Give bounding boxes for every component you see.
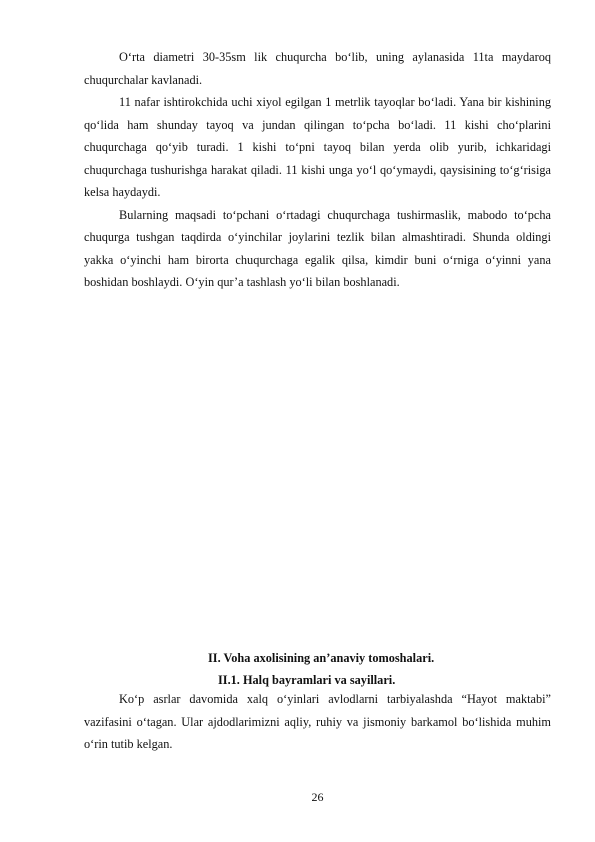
page-number: 26: [311, 790, 324, 804]
subsection-heading: II.1. Halq bayramlari va sayillari.: [218, 673, 396, 687]
body-text-bottom: [84, 688, 551, 756]
paragraph-4: Ko‘p asrlar davomida xalq o‘yinlari avlodlarni tarbiyalashda “Hayot maktabi” vazifasini o‘tagan. Ular ajdodlarimizni aqliy, ruhiy va jismoniy barkamol bo‘lishida muhim o‘rin tutib kelgan.: [84, 692, 551, 751]
paragraph-2: 11 nafar ishtirokchida uchi xiyol egilgan 1 metrlik tayoqlar bo‘ladi. Yana bir kishining qo‘lida ham shunday tayoq va jundan qilingan to‘pcha bo‘ladi. 11 kishi cho‘plarini chuqurchaga qo‘yib turadi. 1 kishi to‘pni tayoq bilan yerda olib yurib, ichkaridagi chuqurchaga tushurishga harakat qiladi. 11 kishi unga yo‘l qo‘ymaydi, qaysisining to‘g‘risiga kelsa haydaydi.: [84, 95, 551, 199]
section-heading: II. Voha axolisining an’anaviy tomoshalari.: [208, 651, 435, 665]
paragraph-3: Bularning maqsadi to‘pchani o‘rtadagi chuqurchaga tushirmaslik, mabodo to‘pcha chuqurga tushgan taqdirda o‘yinchilar joylarini tezlik bilan almashtiradi. Shunda oldingi yakka o‘yinchi ham birorta chuqurchaga egalik qilsa, kimdir buni o‘rniga o‘yinni yana boshidan boshlaydi. O‘yin qur’a tashlash yo‘li bilan boshlanadi.: [84, 207, 551, 289]
body-text-top: [84, 46, 551, 294]
paragraph-1: O‘rta diametri 30-35sm lik chuqurcha bo‘lib, uning aylanasida 11ta maydaroq chuqurchalar kavlanadi.: [84, 50, 551, 87]
